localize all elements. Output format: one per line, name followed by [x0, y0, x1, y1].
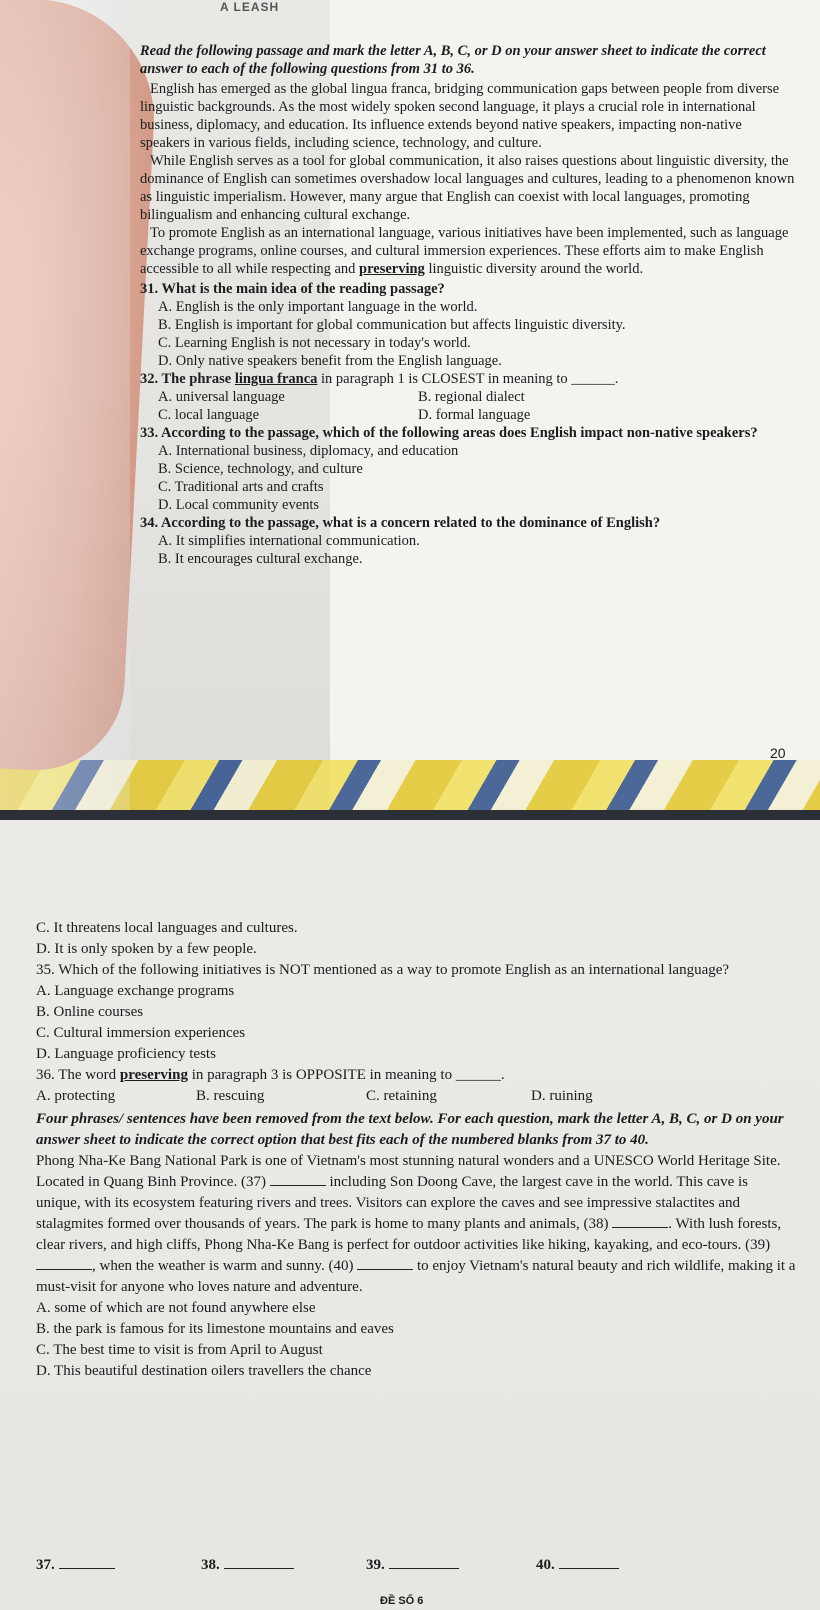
- q33-option-a[interactable]: A. International business, diplomacy, and education: [158, 443, 459, 459]
- question-34: 34. According to the passage, what is a concern related to the dominance of English?: [140, 515, 661, 531]
- q35-option-b[interactable]: B. Online courses: [36, 1004, 144, 1020]
- paragraph-1: English has emerged as the global lingua franca, bridging communication gaps between people from diverse linguistic backgrounds. As the most widely spoken second language, it plays a crucial role in international business, diplomacy, and education. Its influence extends beyond native speakers, impacting non-native speakers in various fields, including science, technology, and culture.: [140, 81, 780, 151]
- answer-37[interactable]: 37.: [36, 1555, 201, 1574]
- q35-option-d[interactable]: D. Language proficiency tests: [36, 1046, 216, 1062]
- image-separator: [0, 810, 820, 820]
- q31-option-a[interactable]: A. English is the only important language in the world.: [158, 299, 478, 315]
- blank-40[interactable]: [357, 1256, 413, 1270]
- cloze-passage: Phong Nha-Ke Bang National Park is one of Vietnam's most stunning natural wonders and a UNESCO World Heritage Site. Located in Quang Binh Province. (37) including Son Doong Cave, the largest cave in the world. This cave is unique, with its ecosystem featuring rivers and trees. Visitors can explore the caves and see impressive stalactites and stalagmites formed over thousands of years. The park is home to many plants and animals, (38) . With lush forests, clear rivers, and high cliffs, Phong Nha-Ke Bang is perfect for outdoor activities like hiking, kayaking, and eco-tours. (39) , when the weather is warm and sunny. (40) to enjoy Vietnam's natural beauty and rich wildlife, making it a must-visit for anyone who loves nature and adventure.: [36, 1153, 796, 1295]
- q35-option-c[interactable]: C. Cultural immersion experiences: [36, 1025, 246, 1041]
- question-32: 32. The phrase lingua franca in paragraph 1 is CLOSEST in meaning to ______.: [140, 371, 619, 387]
- answer-38[interactable]: 38.: [201, 1555, 366, 1574]
- q32-option-d[interactable]: D. formal language: [418, 407, 531, 423]
- q31-option-c[interactable]: C. Learning English is not necessary in today's world.: [158, 335, 471, 351]
- page-number: 20: [770, 745, 786, 761]
- exam-title: ĐỀ SỐ 6: [380, 1595, 424, 1607]
- q36-option-b[interactable]: B. rescuing: [196, 1088, 265, 1104]
- q33-option-b[interactable]: B. Science, technology, and culture: [158, 461, 363, 477]
- answer-line: [36, 1555, 796, 1574]
- reading-passage: [140, 42, 795, 568]
- q33-option-d[interactable]: D. Local community events: [158, 497, 320, 513]
- q35-option-a[interactable]: A. Language exchange programs: [36, 983, 235, 999]
- q34-option-b[interactable]: B. It encourages cultural exchange.: [158, 551, 363, 567]
- question-36: 36. The word preserving in paragraph 3 is OPPOSITE in meaning to ______.: [36, 1067, 505, 1083]
- question-35: 35. Which of the following initiatives is NOT mentioned as a way to promote English as an international language?: [36, 962, 730, 978]
- paragraph-3: To promote English as an international language, various initiatives have been implemented, such as language exchange programs, online courses, and cultural immersion experiences. These efforts aim to make English accessible to all while respecting and preserving linguistic diversity around the world.: [140, 225, 789, 277]
- blank-39[interactable]: [36, 1256, 92, 1270]
- q31-option-b[interactable]: B. English is important for global communication but affects linguistic diversity.: [158, 317, 626, 333]
- paragraph-2: While English serves as a tool for global communication, it also raises questions about linguistic diversity, the dominance of English can sometimes overshadow local languages and cultures, leading to a phenomenon known as linguistic imperialism. However, many argue that English can coexist with local languages, promoting bilingualism and enhancing cultural exchange.: [140, 153, 795, 223]
- header-cut-text: A LEASH: [220, 0, 280, 14]
- plastic-sleeve: [0, 0, 130, 810]
- blank-38[interactable]: [612, 1214, 668, 1228]
- q36-option-d[interactable]: D. ruining: [531, 1088, 593, 1104]
- q32-option-a[interactable]: A. universal language: [158, 389, 285, 405]
- q34-option-c[interactable]: C. It threatens local languages and cultures.: [36, 920, 298, 936]
- cloze-option-d[interactable]: D. This beautiful destination oilers travellers the chance: [36, 1363, 372, 1379]
- q36-options: [36, 1086, 796, 1107]
- q32-option-b[interactable]: B. regional dialect: [418, 389, 525, 405]
- q32-options-row1: [140, 388, 795, 406]
- question-31: 31. What is the main idea of the reading passage?: [140, 281, 445, 297]
- bottom-content: [36, 918, 796, 1382]
- q33-option-c[interactable]: C. Traditional arts and crafts: [158, 479, 324, 495]
- instruction-2: Four phrases/ sentences have been removed from the text below. For each question, mark the letter A, B, C, or D on your answer sheet to indicate the correct option that best fits each of the numbered blanks from 37 to 40.: [36, 1111, 784, 1148]
- q32-options-row2: [140, 406, 795, 424]
- answer-39[interactable]: 39.: [366, 1555, 536, 1574]
- bottom-photo: [0, 820, 820, 1610]
- q36-option-c[interactable]: C. retaining: [366, 1088, 437, 1104]
- blank-37[interactable]: [270, 1172, 326, 1186]
- cloze-option-c[interactable]: C. The best time to visit is from April to August: [36, 1342, 323, 1358]
- q34-option-d[interactable]: D. It is only spoken by a few people.: [36, 941, 257, 957]
- answer-40[interactable]: 40.: [536, 1555, 619, 1574]
- q31-option-d[interactable]: D. Only native speakers benefit from the English language.: [158, 353, 502, 369]
- q32-option-c[interactable]: C. local language: [158, 407, 260, 423]
- q34-option-a[interactable]: A. It simplifies international communication.: [158, 533, 420, 549]
- instruction: Read the following passage and mark the letter A, B, C, or D on your answer sheet to indicate the correct answer to each of the following questions from 31 to 36.: [140, 43, 766, 77]
- question-33: 33. According to the passage, which of the following areas does English impact non-native speakers?: [140, 425, 758, 441]
- cloze-option-b[interactable]: B. the park is famous for its limestone mountains and eaves: [36, 1321, 394, 1337]
- cloze-option-a[interactable]: A. some of which are not found anywhere else: [36, 1300, 316, 1316]
- q36-option-a[interactable]: A. protecting: [36, 1088, 116, 1104]
